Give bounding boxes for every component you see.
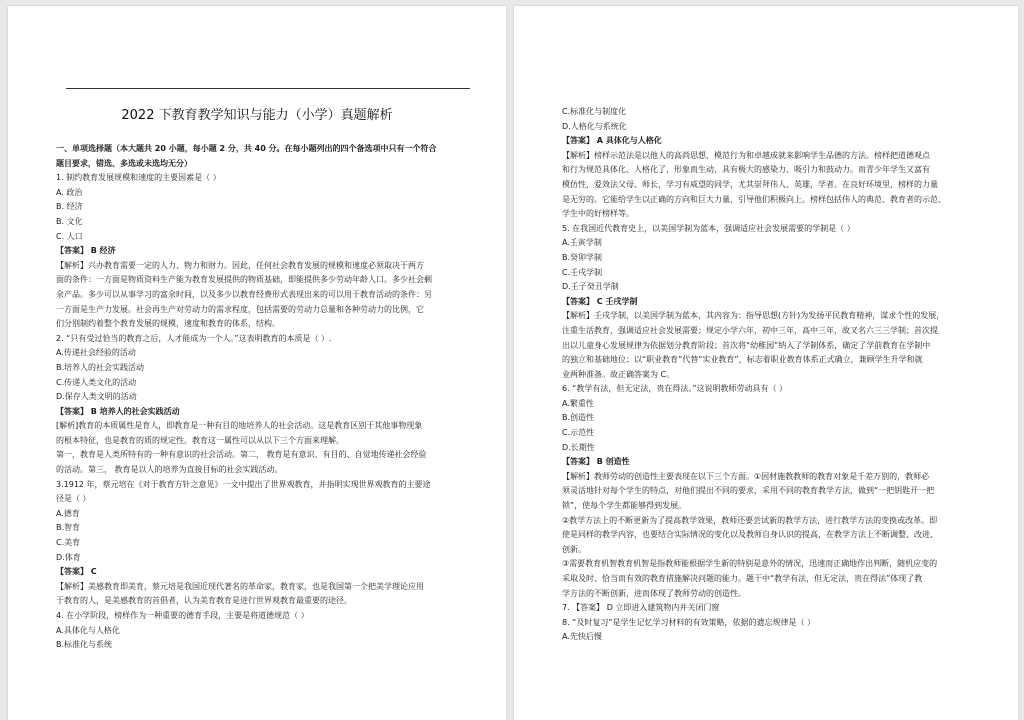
left-page-line: B.标准化与系统 bbox=[56, 640, 113, 650]
right-page-line: B.癸卯学制 bbox=[562, 252, 603, 262]
left-page-line: 一、单项选择题（本大题共 20 小题，每小题 2 分，共 40 分。在每小题列出的四个备选项中只有一个符合 bbox=[56, 144, 437, 153]
left-page-body bbox=[56, 142, 476, 653]
left-page-line: C.传递人类文化的活动 bbox=[56, 377, 137, 387]
left-page-line: B. 经济 bbox=[56, 202, 83, 212]
right-page-line: C.标准化与制度化 bbox=[562, 107, 627, 116]
left-page-line: 于教育的人，是美感教育的首倡者，认为美育教育是进行世界观教育最重要的途径。 bbox=[56, 596, 352, 606]
left-page-line: 【解析】美感教育即美育，蔡元培是我国近现代著名的革命家，教育家，也是我国第一个把美学理论应用 bbox=[56, 581, 424, 591]
left-page-line: 的活动。第三， 教育是以人的培养为直接目标的社会实践活动。 bbox=[56, 465, 283, 475]
document-title: 2022 下教育教学知识与能力（小学）真题解析 bbox=[121, 108, 393, 123]
left-page-line: 【解析】兴办教育需要一定的人力、物力和财力。因此，任何社会教育发展的规模和速度必须取决于两方 bbox=[56, 260, 424, 270]
left-page-line: D.体育 bbox=[56, 552, 81, 562]
right-page-line: 学方法的不断创新，进而体现了教师劳动的创造性。 bbox=[562, 588, 746, 598]
left-page-line: A.传递社会经验的活动 bbox=[56, 348, 136, 358]
right-page-line: A.壬寅学制 bbox=[562, 238, 602, 248]
right-page-body bbox=[562, 105, 992, 645]
right-page-line: D.长期性 bbox=[562, 442, 595, 452]
right-page-line: 锁”，使每个学生都能够得到发展。 bbox=[562, 501, 687, 511]
right-page-line: 模仿性，爱效法父母、师长，学习有威望的同学，尤其崇拜伟人、英雄，学者。在良好环境里，榜样的力量 bbox=[562, 179, 938, 189]
right-page-line: 使是同样的教学内容，也要结合实际情况的变化以及教师自身认识的提高，在教学方法上不断调整、改进、 bbox=[562, 530, 938, 540]
left-page-line: 径是（ ） bbox=[56, 494, 91, 504]
left-page-line: C. 人口 bbox=[56, 231, 83, 241]
left-page-line: [解析]教育的本质属性是育人，即教育是一种有目的地培养人的社会活动。这是教育区别于其他事物现象 bbox=[56, 421, 423, 431]
left-page-line: C.美育 bbox=[56, 538, 81, 548]
right-page-line: 7. 【答案】 D 立即进入建筑物内并关闭门窗 bbox=[562, 603, 720, 613]
right-page-line: 采取及时、恰当而有效的教育措施解决问题的能力。题干中“教学有法，但无定法，贵在得法”体现了教 bbox=[562, 574, 923, 583]
left-page-line: 【答案】 B 培养人的社会实践活动 bbox=[56, 406, 180, 416]
right-page-line: 8. “及时复习”是学生记忆学习材料的有效策略，依据的遗忘规律是（ ） bbox=[562, 617, 816, 627]
document-page-right bbox=[514, 6, 1018, 720]
right-page-line: 【答案】 A 具体化与人格化 bbox=[562, 136, 662, 146]
left-page-line: 【答案】 B 经济 bbox=[56, 246, 116, 256]
left-page-line: 【答案】 C bbox=[56, 567, 97, 577]
right-page-line: 出以儿童身心发展规律为依据划分教育阶段；首次将“幼稚园”纳入了学制体系，确定了学前教育在学制中 bbox=[562, 340, 931, 350]
right-page-line: 业两种准备。故正确答案为 C。 bbox=[562, 369, 675, 379]
left-page-line: B.培养人的社会实践活动 bbox=[56, 362, 145, 372]
left-page-line: A.具体化与人格化 bbox=[56, 625, 120, 635]
left-page-line: 1. 制约教育发展规模和速度的主要因素是（ ） bbox=[56, 173, 221, 183]
right-page-line: 是无穷的。它能给学生以正确的方向和巨大力量，引导他们积极向上。榜样包括伟人的典范、教育者的示范、 bbox=[562, 194, 946, 204]
right-page-line: ②教学方法上的不断更新为了提高教学效果，教师还要尝试新的教学方法，进行教学方法的变换或改革。即 bbox=[562, 515, 938, 525]
right-page-line: A.先快后慢 bbox=[562, 632, 602, 642]
left-page-line: 4. 在小学阶段，榜样作为一种重要的德育手段，主要是将道德规范（ ） bbox=[56, 611, 309, 620]
left-page-line: 们分别制约着整个教育发展的规模，速度和教育的体系，结构。 bbox=[56, 319, 280, 329]
left-page-line: 的根本特征，也是教育的质的规定性。教育这一属性可以从以下三个方面来理解。 bbox=[56, 435, 344, 445]
right-page-line: C.示范性 bbox=[562, 428, 595, 438]
right-page-line: 注重生活教育，强调适应社会发展需要；规定小学六年，初中三年，高中三年，故又名六三三学制；首次提 bbox=[562, 325, 938, 335]
right-page-line: 6. “教学有法，但无定法，贵在得法。”这说明教师劳动具有（ ） bbox=[562, 384, 788, 394]
left-page-line: 3.1912 年，蔡元培在《对于教育方针之意见》一文中提出了世界观教育，并指明实现世界观教育的主要途 bbox=[56, 479, 431, 489]
right-page-line: D.壬子癸丑学制 bbox=[562, 282, 619, 292]
right-page-line: 学生中的好榜样等。 bbox=[562, 209, 634, 219]
left-page-line: 余产品。多少可以从事学习的富余时间，以及多少以教育经费形式表现出来的可以用于教育活动的条件：另 bbox=[56, 289, 432, 299]
left-page-line: A. 政治 bbox=[56, 187, 83, 197]
right-page-line: 【解析】教师劳动的创造性主要表现在以下三个方面。①因材施教教师的教育对象是千差万别的，教师必 bbox=[562, 471, 930, 481]
right-page-line: 5. 在我国近代教育史上，以美国学制为蓝本，强调适应社会发展需要的学制是（ ） bbox=[562, 223, 855, 233]
right-page-line: B.创造性 bbox=[562, 413, 595, 423]
right-page-line: D.人格化与系统化 bbox=[562, 121, 627, 131]
right-page-line: 创新。 bbox=[562, 544, 586, 554]
right-page-line: A.繁重性 bbox=[562, 398, 594, 408]
left-page-line: 一方面是生产力发展。社会再生产对劳动力的需求程度，包括需要的劳动力总量和各种劳动力的比例，它 bbox=[56, 304, 424, 314]
right-page-line: 和行为规范具体化、人格化了，形象而生动，具有极大的感染力、吸引力和鼓动力。而青少年学生又富有 bbox=[562, 165, 930, 175]
left-page-line: D.保存人类文明的活动 bbox=[56, 392, 137, 402]
title-rule bbox=[66, 88, 470, 89]
left-page-line: 第一，教育是人类所特有的一种有意识的社会活动。第二， 教育是有意识、有目的、自觉地传递社会经验 bbox=[56, 450, 427, 460]
right-page-line: 【解析】榜样示范法是以他人的高尚思想、模范行为和卓越成就来影响学生品德的方法。榜样把道德观点 bbox=[562, 150, 930, 160]
right-page-line: ③需要教育机智教育机智是指教师能根据学生新的特别是意外的情况，迅速而正确地作出判断，随机应变的 bbox=[562, 559, 938, 569]
right-page-line: 的独立和基础地位；以“职业教育”代替“实业教育”，标志着职业教育体系正式确立，兼顾学生升学和就 bbox=[562, 355, 923, 365]
left-page-line: A.德育 bbox=[56, 508, 80, 518]
left-page-line: 2. “只有受过恰当的教育之后，人才能成为一个人。”这表明教育的本质是（ ）. bbox=[56, 333, 332, 343]
left-page-line: B.智育 bbox=[56, 523, 81, 533]
left-page-line: B. 文化 bbox=[56, 216, 83, 226]
right-page-line: 【答案】 B 创造性 bbox=[562, 457, 630, 467]
right-page-line: C.壬戌学制 bbox=[562, 267, 603, 277]
document-page-left bbox=[8, 6, 506, 720]
left-page-line: 面的条件：一方面是物质资料生产能为教育发展提供的物质基础，即能提供多少劳动年龄人口。多少社会剩 bbox=[56, 275, 432, 285]
right-page-line: 【解析】壬戌学制，以美国学制为蓝本，其内容为：指导思想(方针)为发扬平民教育精神，谋求个性的发展， bbox=[562, 311, 945, 321]
left-page-line: 题目要求，错选、多选或未选均无分） bbox=[56, 158, 192, 168]
right-page-line: 【答案】 C 壬戌学制 bbox=[562, 296, 638, 306]
right-page-line: 须灵活地针对每个学生的特点，对他们提出不同的要求，采用不同的教育教学方法，做到“一把钥匙开一把 bbox=[562, 486, 935, 496]
